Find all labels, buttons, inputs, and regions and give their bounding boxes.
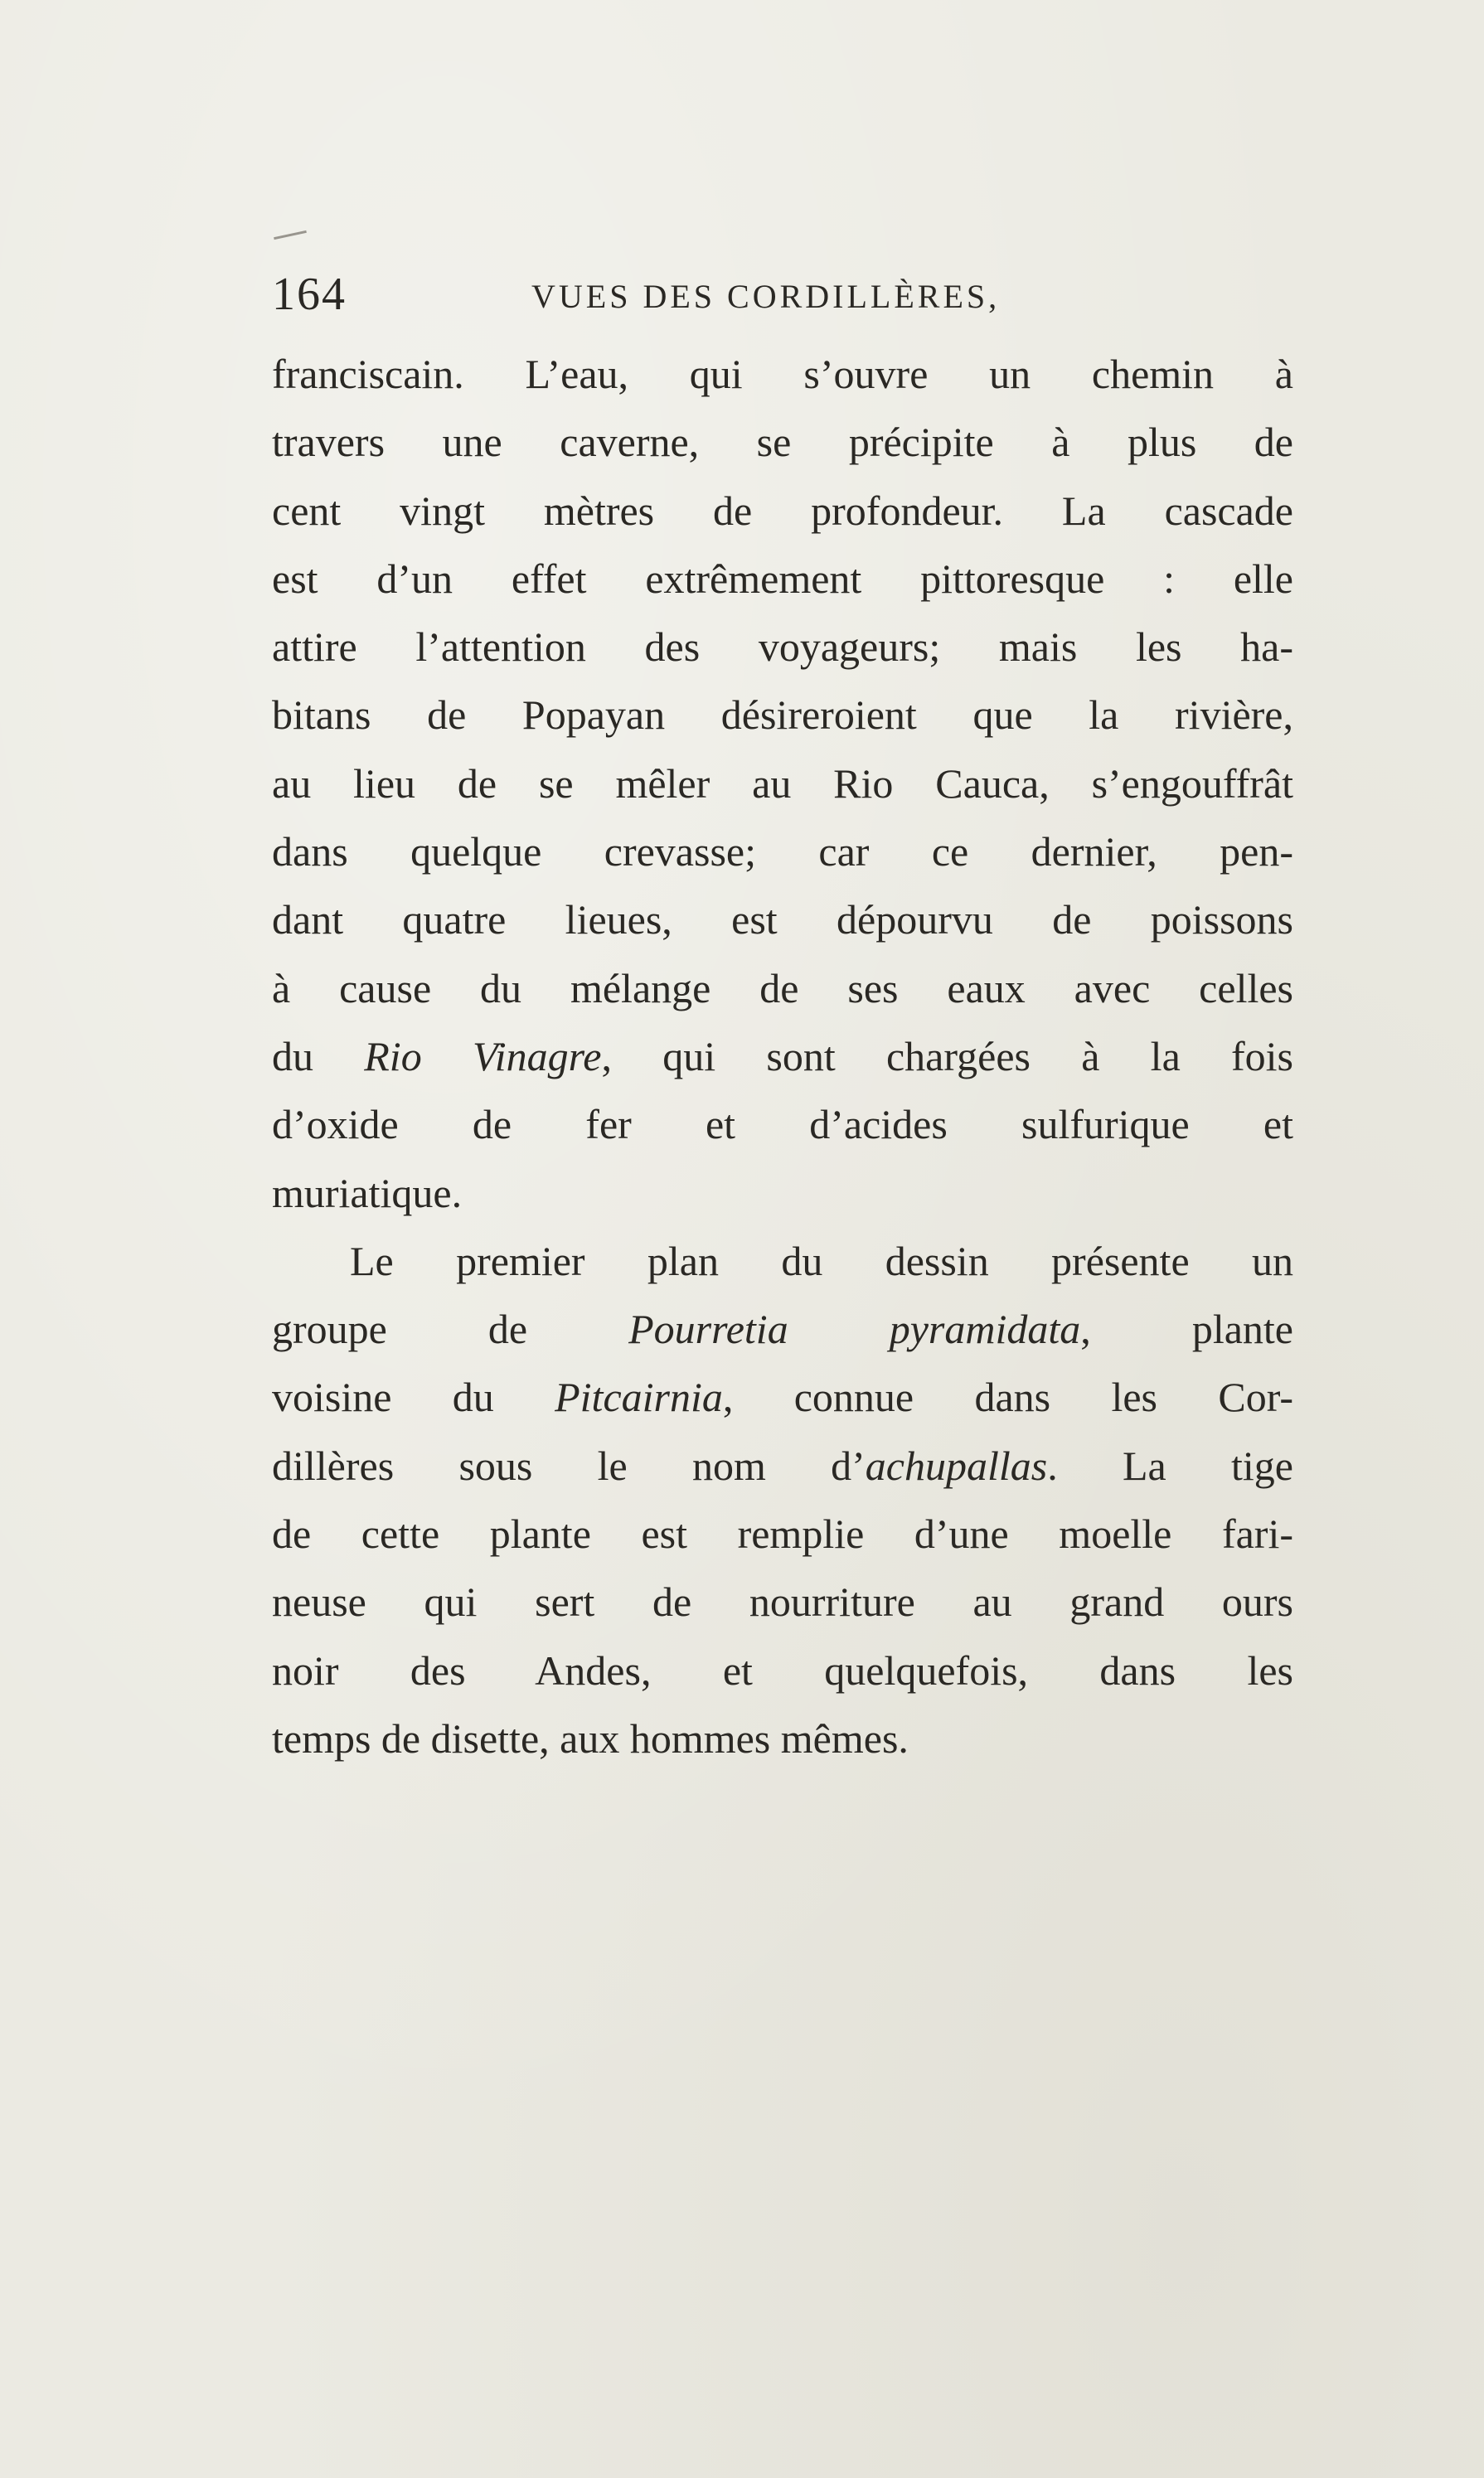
text-line	[272, 1432, 1293, 1500]
text-line	[272, 340, 1293, 408]
text-segment: d’oxide de fer et d’acides sulfurique et	[272, 1101, 1293, 1148]
text-segment: du	[272, 1032, 365, 1079]
text-segment: au lieu de se mêler au Rio Cauca, s’engouffrât	[272, 759, 1293, 807]
text-line	[272, 1295, 1293, 1363]
text-segment: à cause du mélange de ses eaux avec celles	[272, 964, 1293, 1011]
text-line	[272, 1227, 1293, 1295]
text-segment: cent vingt mètres de profondeur. La cascade	[272, 487, 1293, 534]
text-segment: muriatique.	[272, 1169, 463, 1216]
text-line	[272, 613, 1293, 681]
italic-term: achupallas	[865, 1442, 1048, 1489]
text-segment: attire l’attention des voyageurs; mais les ha-	[272, 623, 1293, 671]
text-segment: de cette plante est remplie d’une moelle fari-	[272, 1511, 1293, 1558]
text-segment: dant quatre lieues, est dépourvu de poissons	[272, 896, 1293, 943]
text-segment: , plante	[1080, 1306, 1294, 1353]
text-segment: , connue dans les Cor-	[722, 1374, 1293, 1421]
paragraph-2	[272, 1227, 1293, 1772]
text-line	[272, 749, 1293, 817]
italic-term: Pourretia pyramidata	[628, 1306, 1081, 1353]
text-line	[272, 1637, 1293, 1705]
text-body	[272, 340, 1293, 1772]
text-line	[272, 1500, 1293, 1568]
text-line	[272, 817, 1293, 885]
text-segment: temps de disette, aux hommes mêmes.	[272, 1714, 909, 1762]
paragraph-1	[272, 340, 1293, 1227]
text-line	[272, 681, 1293, 749]
text-line	[272, 545, 1293, 613]
italic-term: Rio Vinagre	[364, 1032, 602, 1079]
text-line	[272, 1568, 1293, 1636]
text-segment: groupe de	[272, 1306, 629, 1353]
text-segment: . La tige	[1047, 1442, 1293, 1489]
text-segment: travers une caverne, se précipite à plus de	[272, 419, 1293, 466]
text-line	[272, 477, 1293, 545]
italic-term: Pitcairnia	[555, 1374, 723, 1421]
text-segment: est d’un effet extrêmement pittoresque : elle	[272, 555, 1293, 602]
text-line	[272, 885, 1293, 953]
text-line	[272, 1159, 1293, 1227]
text-segment: , qui sont chargées à la fois	[601, 1032, 1294, 1079]
page-number: 164	[272, 269, 347, 320]
text-segment: dans quelque crevasse; car ce dernier, pen-	[272, 828, 1293, 875]
text-segment: bitans de Popayan désireroient que la rivière,	[272, 691, 1293, 739]
text-line	[272, 954, 1293, 1022]
text-segment: franciscain. L’eau, qui s’ouvre un chemin à	[272, 351, 1293, 397]
text-segment: Le premier plan du dessin présente un	[350, 1237, 1293, 1284]
text-line	[272, 408, 1293, 476]
text-segment: noir des Andes, et quelquefois, dans les	[272, 1646, 1293, 1694]
text-line	[272, 1090, 1293, 1158]
text-segment: neuse qui sert de nourriture au grand ours	[272, 1578, 1293, 1626]
page-header	[272, 265, 1293, 323]
text-line	[272, 1705, 1293, 1772]
running-title: VUES DES CORDILLÈRES,	[531, 278, 1001, 315]
text-line	[272, 1022, 1293, 1090]
text-segment: dillères sous le nom d’	[272, 1442, 866, 1489]
text-segment: voisine du	[272, 1374, 555, 1421]
ink-mark	[274, 230, 307, 240]
text-line	[272, 1363, 1293, 1431]
